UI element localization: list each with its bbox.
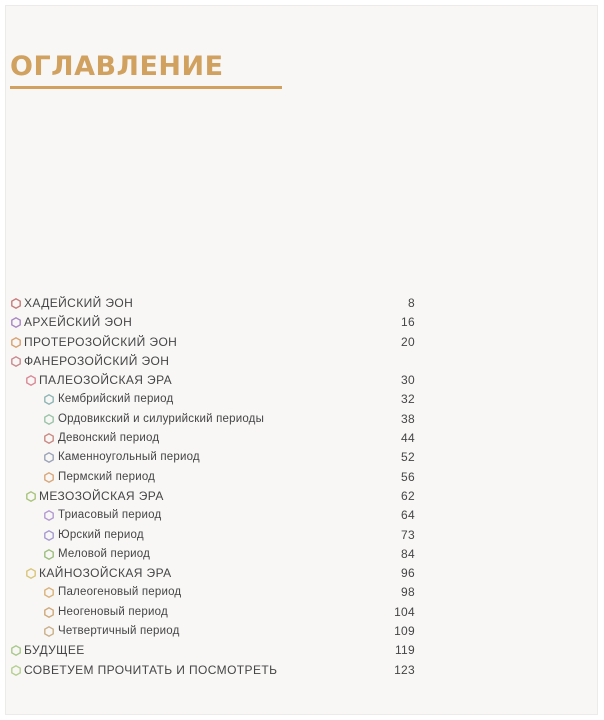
toc-entry-title: ПРОТЕРОЗОЙСКИЙ ЭОН (24, 334, 178, 349)
hexagon-icon (44, 414, 54, 425)
toc-entry-page-number: 16 (401, 315, 415, 330)
hexagon-icon (11, 356, 21, 367)
toc-entry[interactable] (6, 352, 597, 371)
toc-entry[interactable] (6, 390, 597, 409)
toc-entry-page-number: 104 (394, 604, 415, 619)
toc-entry[interactable] (6, 294, 597, 313)
toc-entry-page-number: 84 (401, 546, 415, 561)
toc-entry[interactable] (6, 583, 597, 602)
toc-entry[interactable] (6, 661, 597, 680)
toc-entry[interactable] (6, 371, 597, 390)
title-underline (10, 86, 282, 89)
toc-entry-title: Девонский период (58, 432, 160, 445)
toc-entry-title: Палеогеновый период (58, 586, 182, 599)
toc-entry-title: Четвертичный период (58, 625, 180, 638)
toc-entry[interactable] (6, 313, 597, 332)
toc-entry-page-number: 96 (401, 566, 415, 581)
hexagon-icon (11, 645, 21, 656)
hexagon-icon (44, 626, 54, 637)
toc-entry[interactable] (6, 487, 597, 506)
toc-entry[interactable] (6, 410, 597, 429)
toc-entry-page-number: 64 (401, 508, 415, 523)
toc-entry-title: Триасовый период (58, 509, 162, 522)
hexagon-icon (44, 452, 54, 463)
toc-entry-page-number: 98 (401, 585, 415, 600)
hexagon-icon (44, 472, 54, 483)
toc-entry-title: Пермский период (58, 470, 156, 483)
toc-entry[interactable] (6, 429, 597, 448)
toc-entry-title: БУДУЩЕЕ (24, 643, 85, 658)
toc-entry-page-number: 56 (401, 469, 415, 484)
toc-entry-title: КАЙНОЗОЙСКАЯ ЭРА (39, 566, 172, 581)
toc-entry-title: ПАЛЕОЗОЙСКАЯ ЭРА (39, 373, 173, 388)
toc-entry-page-number: 109 (394, 624, 415, 639)
toc-entry-page-number: 30 (401, 373, 415, 388)
toc-entry-title: Кембрийский период (58, 393, 174, 406)
toc-entry-title: ХАДЕЙСКИЙ ЭОН (24, 296, 134, 310)
toc-entry-page-number: 32 (401, 392, 415, 407)
hexagon-icon (26, 568, 36, 579)
toc-entry[interactable] (6, 448, 597, 467)
hexagon-icon (26, 491, 36, 502)
toc-entry-title: СОВЕТУЕМ ПРОЧИТАТЬ И ПОСМОТРЕТЬ (24, 662, 278, 677)
toc-entry-title: АРХЕЙСКИЙ ЭОН (24, 315, 133, 330)
toc-entry-page-number: 38 (401, 411, 415, 426)
hexagon-icon (44, 607, 54, 618)
toc-entry[interactable] (6, 641, 597, 660)
toc-entry-title: Ордовикский и силурийский периоды (58, 412, 265, 425)
toc-entry-page-number: 52 (401, 450, 415, 465)
hexagon-icon (44, 549, 54, 560)
toc-entry[interactable] (6, 564, 597, 583)
book-page (6, 6, 597, 714)
toc-entry[interactable] (6, 622, 597, 641)
toc-entry-title: Каменноугольный период (58, 451, 200, 464)
toc-entry[interactable] (6, 603, 597, 622)
toc-entry-page-number: 123 (394, 662, 415, 677)
hexagon-icon (44, 394, 54, 405)
toc-entry[interactable] (6, 526, 597, 545)
hexagon-icon (11, 337, 21, 348)
toc-entry[interactable] (6, 506, 597, 525)
hexagon-icon (11, 317, 21, 328)
toc-entry[interactable] (6, 333, 597, 352)
toc-entry-page-number: 20 (401, 334, 415, 349)
toc-entry-title: Неогеновый период (58, 605, 168, 618)
hexagon-icon (26, 375, 36, 386)
toc-entry-page-number: 8 (408, 296, 415, 310)
toc-entry-page-number: 119 (394, 643, 415, 658)
toc-entry-title: Меловой период (58, 547, 151, 560)
hexagon-icon (11, 298, 21, 309)
table-of-contents (6, 294, 597, 680)
toc-entry-page-number: 62 (401, 488, 415, 503)
hexagon-icon (11, 665, 21, 676)
toc-entry[interactable] (6, 545, 597, 564)
hexagon-icon (44, 433, 54, 444)
toc-entry-page-number: 73 (401, 527, 415, 542)
toc-entry-title: Юрский период (58, 528, 144, 541)
toc-entry-title: МЕЗОЗОЙСКАЯ ЭРА (39, 488, 164, 503)
hexagon-icon (44, 510, 54, 521)
toc-entry[interactable] (6, 468, 597, 487)
hexagon-icon (44, 587, 54, 598)
toc-entry-page-number: 44 (401, 431, 415, 446)
page-title: ОГЛАВЛЕНИЕ (10, 51, 224, 82)
toc-entry-title: ФАНЕРОЗОЙСКИЙ ЭОН (24, 353, 170, 368)
hexagon-icon (44, 530, 54, 541)
